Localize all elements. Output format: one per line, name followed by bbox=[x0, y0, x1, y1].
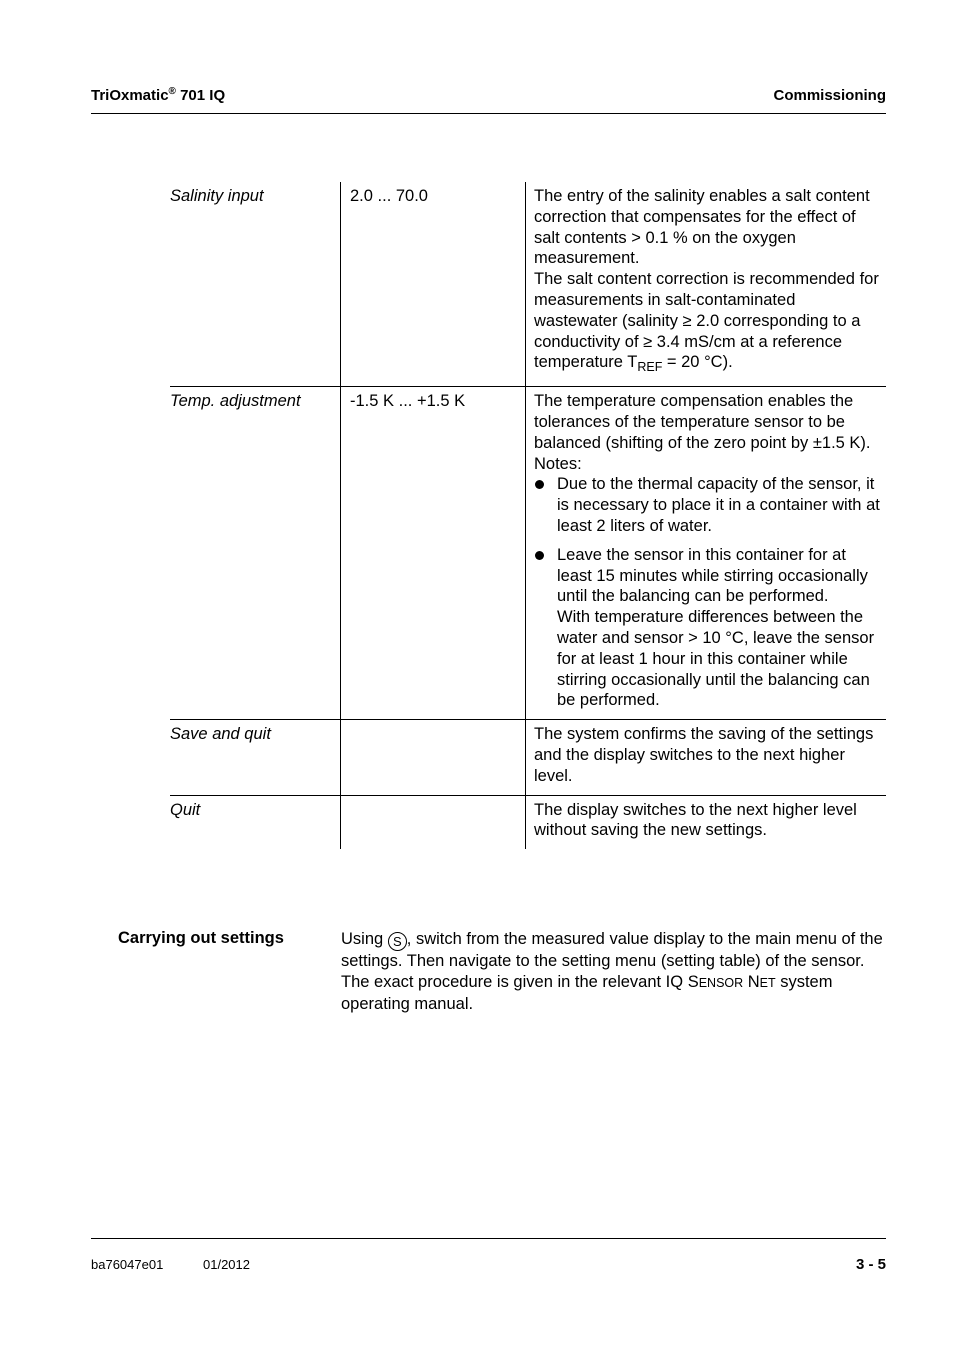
description-paragraph: The entry of the salinity enables a salt content correction that compensates for the effect of salt contents > 0.1 % on the oxygen measurement. bbox=[534, 187, 870, 268]
description-paragraph: The temperature compensation enables the tolerances of the temperature sensor to be balanced (shifting of the zero point by ±1.5 K). bbox=[534, 392, 871, 452]
setting-range: -1.5 K ... +1.5 K bbox=[341, 387, 526, 720]
page-header bbox=[91, 84, 886, 114]
table-row bbox=[170, 795, 886, 849]
chapter-title: Commissioning bbox=[773, 87, 886, 104]
bullet-item bbox=[534, 545, 880, 711]
section-text bbox=[341, 929, 889, 1014]
text-span: , switch from the measured value display to the main menu of the settings. Then navigate to the setting menu (setting table) of the sensor. The exact procedure is given in the relevant IQ bbox=[341, 930, 883, 991]
notes-label: Notes: bbox=[534, 454, 582, 473]
brand-text: ET bbox=[759, 975, 776, 990]
bullet-text: Due to the thermal capacity of the sensor, it is necessary to place it in a container with at least 2 liters of water. bbox=[557, 475, 880, 535]
document-date: 01/2012 bbox=[203, 1257, 250, 1272]
footer-divider bbox=[91, 1238, 886, 1239]
setting-name: Salinity input bbox=[170, 187, 264, 205]
text-span: Using bbox=[341, 930, 388, 948]
document-id: ba76047e01 bbox=[91, 1257, 164, 1272]
setting-name: Save and quit bbox=[170, 720, 341, 795]
text-span: The salt content correction is recommended for measurements in salt-contaminated wastewater (salinity ≥ 2.0 corresponding to a conductivity of ≥ 3.4 mS/cm at a reference temperature T bbox=[534, 270, 879, 372]
table-row bbox=[170, 182, 886, 387]
setting-name: Temp. adjustment bbox=[170, 387, 341, 720]
setting-range bbox=[341, 795, 526, 849]
brand-text: ENSOR bbox=[698, 975, 744, 990]
setting-description bbox=[526, 182, 887, 387]
table-row bbox=[170, 720, 886, 795]
setting-range bbox=[341, 720, 526, 795]
description-paragraph bbox=[534, 269, 880, 378]
product-model: 701 IQ bbox=[175, 87, 226, 104]
text-span: = 20 °C). bbox=[662, 353, 733, 372]
setting-range: 2.0 ... 70.0 bbox=[341, 182, 526, 387]
setting-description bbox=[526, 387, 887, 720]
section-heading: Carrying out settings bbox=[118, 929, 284, 947]
bullet-item bbox=[534, 474, 880, 536]
registered-mark: ® bbox=[168, 86, 176, 97]
subscript: REF bbox=[637, 360, 663, 375]
settings-table bbox=[170, 182, 886, 849]
product-name: TriOxmatic bbox=[91, 87, 169, 104]
bullet-icon bbox=[535, 551, 544, 560]
description-paragraph: The display switches to the next higher level without saving the new settings. bbox=[534, 800, 857, 840]
brand-text: S bbox=[687, 972, 699, 991]
page-number: 3 - 5 bbox=[855, 1256, 886, 1273]
brand-text: N bbox=[743, 972, 760, 991]
s-key-icon: S bbox=[388, 932, 407, 951]
bullet-text: Leave the sensor in this container for at least 15 minutes while stirring occasionally until the balancing can be performed. bbox=[557, 545, 868, 606]
setting-description bbox=[526, 795, 887, 849]
bullet-text: With temperature differences between the water and sensor > 10 °C, leave the sensor for at least 1 hour in this container while stirring occasionally until the balancing can be performed. bbox=[557, 608, 875, 710]
text-span: system operating manual. bbox=[341, 972, 833, 1013]
setting-description bbox=[526, 720, 887, 795]
bullet-icon bbox=[535, 480, 544, 489]
description-paragraph: The system confirms the saving of the settings and the display switches to the next higher level. bbox=[534, 725, 874, 785]
product-title bbox=[91, 86, 225, 104]
setting-name: Quit bbox=[170, 795, 341, 849]
table-row bbox=[170, 387, 886, 720]
